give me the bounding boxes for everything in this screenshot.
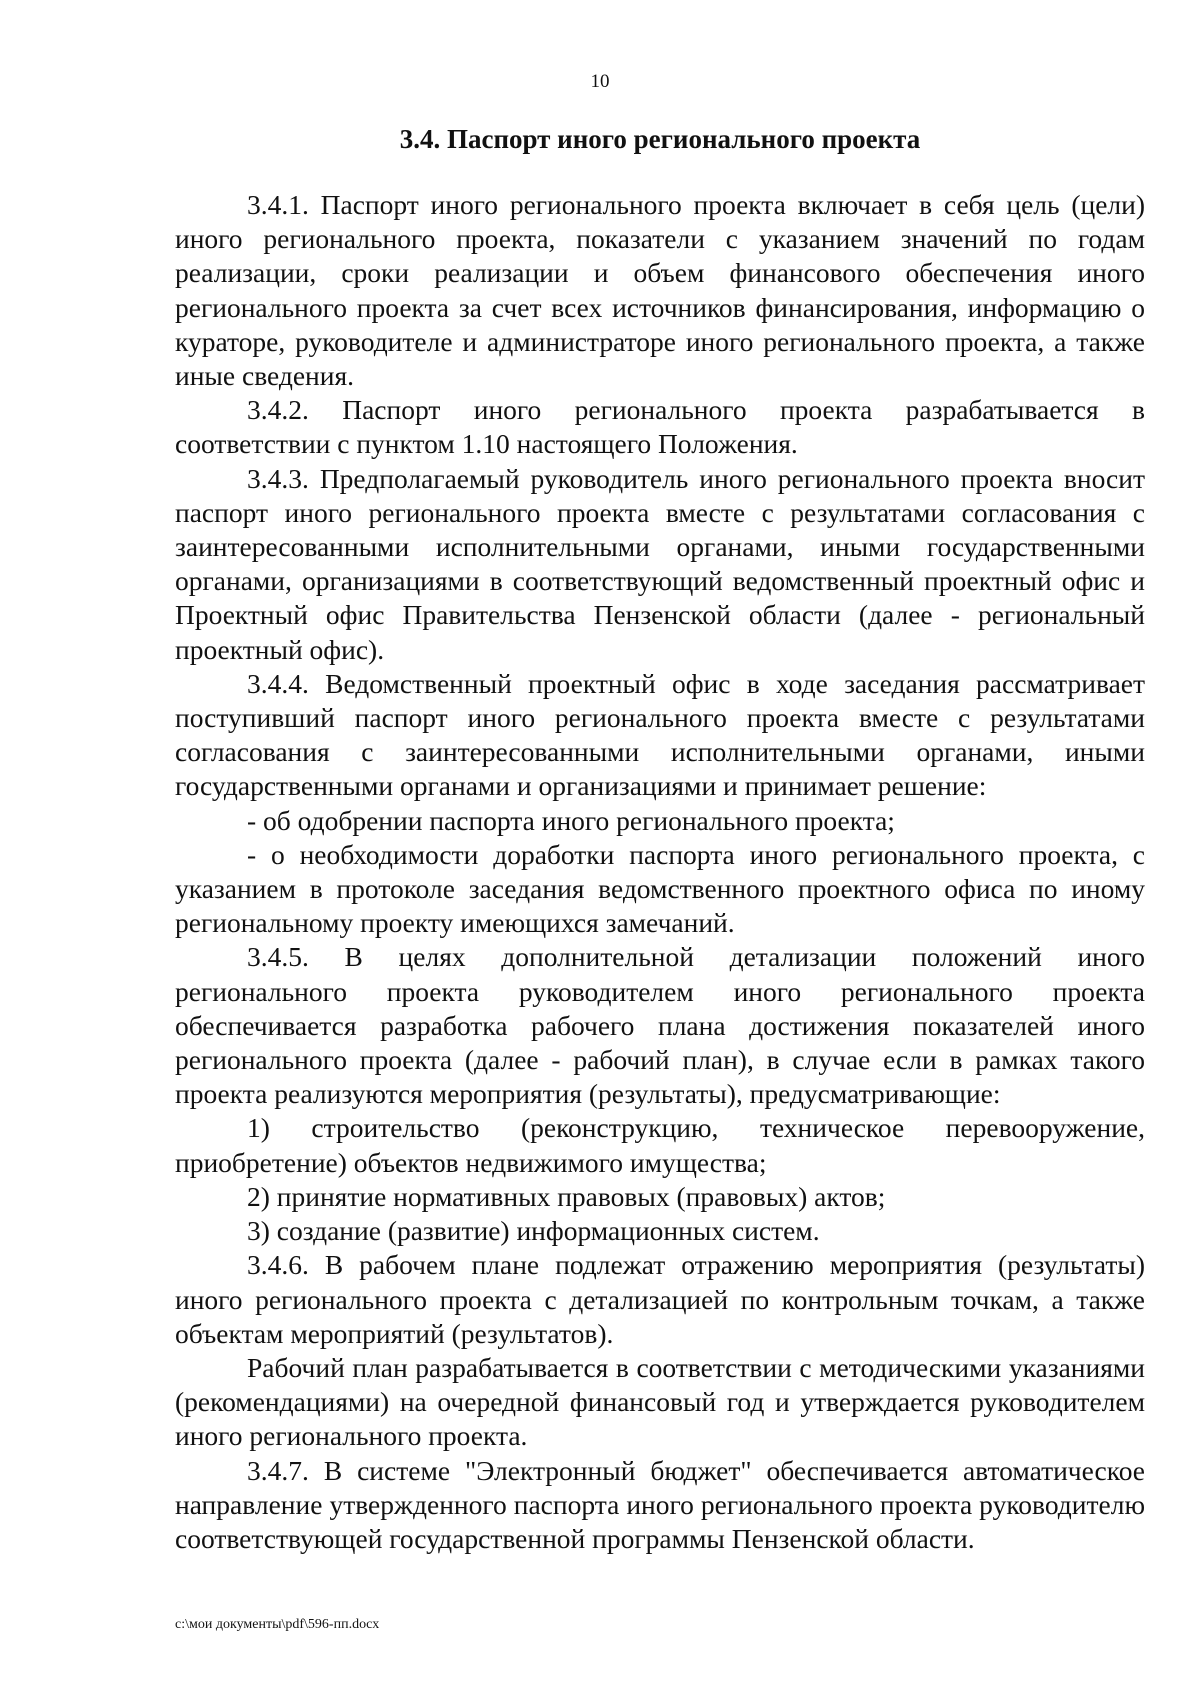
- paragraph-3-4-5: 3.4.5. В целях дополнительной детализации положений иного регионального проекта руководителем иного регионального проекта обеспечивается разработка рабочего плана достижения показателей иного регионального проекта (далее - рабочий план), в случае если в рамках такого проекта реализуются мероприятия (результаты), предусматривающие:: [175, 941, 1145, 1110]
- footer-file-path: c:\мои документы\pdf\596-пп.docx: [175, 1617, 380, 1632]
- paragraph-3-4-1: 3.4.1. Паспорт иного регионального проекта включает в себя цель (цели) иного регионального проекта, показатели с указанием значений по годам реализации, сроки реализации и объем финансового обеспечения иного регионального проекта за счет всех источников финансирования, информацию о кураторе, руководителе и администраторе иного регионального проекта, а также иные сведения.: [175, 189, 1145, 392]
- paragraph-3-4-2: 3.4.2. Паспорт иного регионального проекта разрабатывается в соответствии с пунктом 1.10 настоящего Положения.: [175, 394, 1145, 460]
- paragraph-3-4-7: 3.4.7. В системе "Электронный бюджет" обеспечивается автоматическое направление утвержденного паспорта иного регионального проекта руководителю соответствующей государственной программы Пензенской области.: [175, 1454, 1145, 1554]
- paragraph-3-4-3: 3.4.3. Предполагаемый руководитель иного регионального проекта вносит паспорт иного регионального проекта вместе с результатами согласования с заинтересованными исполнительными органами, иными государственными органами, организациями в соответствующий ведомственный проектный офис и Проектный офис Правительства Пензенской области (далее - региональный проектный офис).: [175, 462, 1145, 665]
- paragraph-3-4-6: 3.4.6. В рабочем плане подлежат отражению мероприятия (результаты) иного регионального проекта с детализацией по контрольным точкам, а также объектам мероприятий (результатов).: [175, 1249, 1145, 1349]
- section-title: 3.4. Паспорт иного регионального проекта: [399, 124, 921, 154]
- paragraph-3-4-4: 3.4.4. Ведомственный проектный офис в ходе заседания рассматривает поступивший паспорт иного регионального проекта вместе с результатами согласования с заинтересованными исполнительными органами, иными государственными органами и организациями и принимает решение:: [175, 667, 1145, 802]
- page-number: 10: [590, 71, 610, 92]
- body-text: [175, 188, 1145, 1556]
- list-item-3: 3) создание (развитие) информационных систем.: [247, 1215, 820, 1247]
- list-item-1: 1) строительство (реконструкцию, техническое перевооружение, приобретение) объектов недвижимого имущества;: [175, 1112, 1145, 1178]
- list-item-revision: - о необходимости доработки паспорта иного регионального проекта, с указанием в протоколе заседания ведомственного проектного офиса по иному региональному проекту имеющихся замечаний.: [175, 838, 1145, 939]
- list-item-approval: - об одобрении паспорта иного регионального проекта;: [247, 804, 895, 836]
- paragraph-work-plan: Рабочий план разрабатывается в соответствии с методическими указаниями (рекомендациями) на очередной финансовый год и утверждается руководителем иного регионального проекта.: [175, 1351, 1145, 1452]
- list-item-2: 2) принятие нормативных правовых (правовых) актов;: [247, 1180, 886, 1212]
